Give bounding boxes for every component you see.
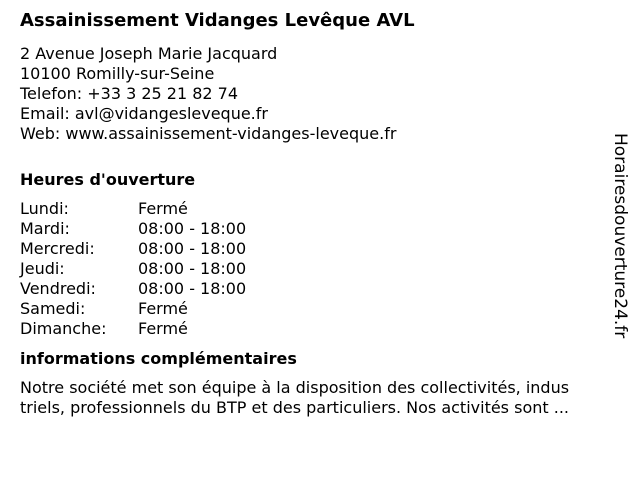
hours-time: 08:00 - 18:00 [138, 219, 247, 238]
hours-row-monday [20, 199, 610, 219]
address-line2: 10100 Romilly-sur-Seine [20, 64, 215, 83]
hours-row-sunday [20, 319, 610, 339]
info-description-line2: triels, professionnels du BTP et des particuliers. Nos activités sont ... [20, 398, 569, 417]
hours-day: Samedi: [20, 299, 86, 318]
hours-row-friday [20, 279, 610, 299]
address-line1: 2 Avenue Joseph Marie Jacquard [20, 44, 278, 63]
web-line: Web: www.assainissement-vidanges-leveque.fr [20, 124, 397, 143]
watermark-vertical: Horairesdouverture24.fr [610, 133, 630, 339]
phone-line: Telefon: +33 3 25 21 82 74 [20, 84, 239, 103]
hours-day: Vendredi: [20, 279, 96, 298]
hours-time: Fermé [138, 319, 188, 338]
hours-row-saturday [20, 299, 610, 319]
hours-day: Lundi: [20, 199, 69, 218]
hours-row-thursday [20, 259, 610, 279]
business-card [20, 8, 610, 418]
hours-time: Fermé [138, 199, 188, 218]
hours-day: Jeudi: [20, 259, 65, 278]
hours-row-wednesday [20, 239, 610, 259]
hours-row-tuesday [20, 219, 610, 239]
hours-time: Fermé [138, 299, 188, 318]
hours-day: Dimanche: [20, 319, 107, 338]
hours-title: Heures d'ouverture [20, 170, 196, 189]
info-description [20, 378, 618, 418]
hours-day: Mardi: [20, 219, 70, 238]
hours-time: 08:00 - 18:00 [138, 239, 247, 258]
info-title: informations complémentaires [20, 349, 297, 368]
hours-table [20, 199, 610, 339]
hours-time: 08:00 - 18:00 [138, 259, 247, 278]
info-description-line1: Notre société met son équipe à la disposition des collectivités, indus [20, 378, 570, 397]
business-name: Assainissement Vidanges Levêque AVL [20, 10, 415, 31]
hours-time: 08:00 - 18:00 [138, 279, 247, 298]
email-line: Email: avl@vidangesleveque.fr [20, 104, 268, 123]
hours-day: Mercredi: [20, 239, 95, 258]
